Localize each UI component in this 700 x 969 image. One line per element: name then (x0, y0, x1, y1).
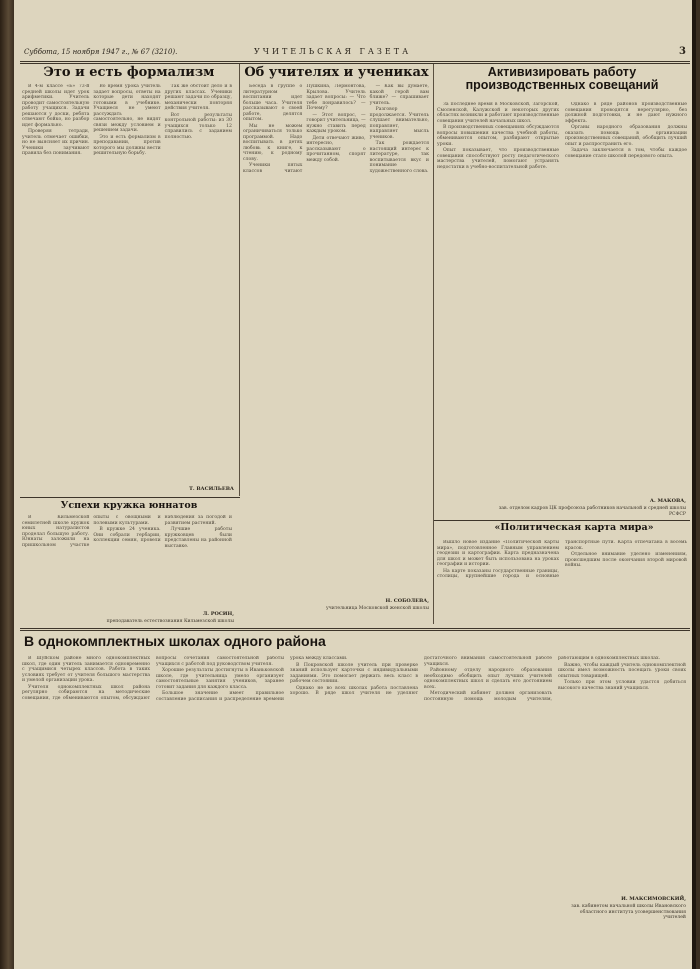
newspaper-name: УЧИТЕЛЬСКАЯ ГАЗЕТА (254, 47, 412, 56)
paragraph: Районному отделу народного образования необходимо обобщить опыт лучших учителей однокомплектных школ и сделать его достоянием всех. (424, 668, 552, 690)
paragraph: Важно, чтобы каждый учитель однокомплектной школы имел возможность посещать уроки своих опытных товарищей. (558, 662, 686, 679)
article-body-formalism (22, 84, 232, 484)
paragraph: В Шуйском районе много однокомплектных школ, где один учитель занимается одновременно с учащимися четырех классов. Работа в таких условиях требует от учителя большого мастерства и умелой организации урока. (22, 656, 150, 683)
paragraph: Хорошие результаты достигнуты в Иваньковской школе, где учительница умело организует самостоятельные занятия учеников, заранее готовит задания для каждого класса. (156, 668, 284, 690)
article-signature-conferences: А. МАКОВА, (649, 498, 686, 504)
paragraph: На карте показаны государственные границы, столицы, крупнейшие города и основные транспортные пути. Карта отпечатана в восемь красок. (437, 540, 687, 579)
paragraph: Вышло новое издание «Политической карты мира», подготовленное Главным управлением геодезии и картографии. Карта предназначена для школ и может быть использована на уроках географии и истории. (437, 540, 559, 567)
article-body-one-teacher-schools (22, 656, 686, 946)
article-body-conferences (437, 102, 687, 497)
section-rule (20, 628, 690, 629)
header-rule-2 (20, 63, 690, 64)
paragraph: В Кильмезской семилетней школе кружок юных натуралистов проделал большую работу. Юннаты заложили на пришкольном участке опыты с овощными и полевыми культурами. (22, 515, 161, 548)
club-rule (20, 497, 240, 498)
article-signature-one-teacher-schools: И. МАКСИМОВСКИЙ, (574, 896, 686, 902)
paragraph: Однако не во всех школах работа поставлена хорошо. В ряде школ учителя не уделяют достаточного внимания самостоятельной работе учащихся. (290, 656, 552, 696)
paragraph: Задача заключается в том, чтобы каждое совещание стало школой передового опыта. (565, 148, 687, 159)
column-rule (433, 64, 434, 624)
paragraph: Лучшие работы кружковцев были представлены на районной выставке. (164, 527, 232, 549)
paragraph: Так рождается настоящий интерес к литературе, так воспитывается вкус и понимание художественного слова. (369, 141, 429, 174)
article-body-club (22, 515, 232, 610)
article-title-conferences: Активизировать работу производственных совещаний (465, 65, 659, 93)
issue-date-line: Суббота, 15 ноября 1947 г., № 67 (3210). (24, 48, 178, 56)
page-number: 3 (679, 46, 686, 57)
paragraph: Учителя однокомплектных школ района регулярно собираются на методические совещания, где обмениваются опытом, обсуждают вопросы сочетания самостоятельной работы учащихся с работой под руководством учителя. (22, 656, 284, 701)
paragraph: Однако в ряде районов производственные совещания проводятся нерегулярно, без должной подготовки, и не дают нужного эффекта. (565, 102, 687, 124)
paragraph: Беседа в группе о литературном воспитании идет больше часа. Учителя рассказывают о своей работе, делятся опытом. (243, 84, 303, 122)
article-signature-teachers: Н. СОБОЛЕВА, (385, 598, 429, 604)
paragraph: Отдельное внимание уделено изменениям, происшедшим после окончания второй мировой войны. (565, 552, 687, 568)
article-signature-club: Л. РОСИН, (202, 611, 234, 617)
section-rule-2 (20, 630, 690, 631)
signature-note-club: преподаватель естествознания Кильмезской школы (106, 619, 234, 624)
paragraph: Только при этом условии удастся добиться высокого качества знаний учащихся. (558, 680, 686, 691)
page-edge (692, 0, 696, 969)
header-rule (20, 61, 690, 62)
book-binding (0, 0, 14, 969)
paragraph: За последнее время в Московской, Загорской, Смоленской, Калужской и некоторых других областях возникли и работают производственные совещания учителей начальных школ. (437, 102, 559, 124)
paragraph: Большое значение имеет правильное составление расписания и распределение времени урока между классами. (156, 656, 348, 702)
paragraph: Это и есть формализм в преподавании, против которого мы должны вести решительную борьбу. (93, 134, 161, 156)
article-body-political-map (437, 540, 687, 628)
newspaper-page (14, 0, 696, 969)
article-title-political-map: «Политическая карта мира» (494, 522, 654, 533)
paragraph: В Покровской школе учитель при проверке знаний использует карточки с индивидуальными заданиями. Это помогает держать весь класс в рабочем состоянии. (290, 662, 418, 684)
article-signature-formalism: Т. ВАСИЛЬЕВА (189, 486, 234, 492)
article-title-one-teacher-schools: В однокомплектных школах одного района (24, 633, 326, 649)
article-title-formalism: Это и есть формализм (43, 65, 215, 80)
paragraph: — Этот вопрос, — говорит учительница, — нужно ставить перед каждым уроком. (306, 112, 366, 134)
paragraph: — Как вы думаете, какой герой вам ближе? — спрашивает учитель. (369, 84, 429, 106)
paragraph: Дети отвечают живо, интересно, рассказывают о прочитанном, спорят между собой. (306, 135, 366, 163)
map-rule (434, 520, 690, 521)
paragraph: В кружке 24 ученика. Они собрали гербарии, коллекции семян, провели наблюдения за погодой и развитием растений. (93, 515, 232, 543)
paragraph: Ученики пятых классов читают Пушкина, Лермонтова, Крылова. Учитель задает вопросы: — Что тебе понравилось? — Почему? (243, 84, 366, 174)
article-body-teachers (243, 84, 429, 594)
paragraph: Разговор продолжается. Учитель слушает внимательно, поправляет, направляет мысль учеников. (369, 107, 429, 140)
paragraph: Органы народного образования должны оказать помощь в организации производственных совещаний, обобщить лучший опыт и распространить его. (565, 125, 687, 147)
column-rule (239, 64, 240, 496)
paragraph: Проверяя тетради, учитель отмечает ошибки, но не выясняет их причин. Ученики заучивают правила без понимания. (22, 129, 90, 156)
paragraph: В 4-м классе «Б» 73-й средней школы идет урок арифметики. Учитель проводит самостоятельную работу учащихся. Задачи решаются у доски, ребята отвечают бойко, но разбор идет формально. (22, 84, 90, 128)
paragraph: Опыт показывает, что производственные совещания способствуют росту педагогического мастерства учителей, помогают устранять недостатки в учебно-воспитательной работе. (437, 148, 559, 170)
signature-note-teachers: учительница Московской женской школы (326, 606, 429, 611)
paragraph: В производственных совещаниях обсуждаются вопросы повышения качества учебной работы, обмениваются опытом, разбирают открытые уроки. (437, 125, 559, 147)
article-title-club: Успехи кружка юннатов (60, 500, 198, 511)
paragraph: Во время урока учитель задает вопросы, ответы на которые дети находят готовыми в учебнике. Учащиеся не умеют рассуждать самостоятельно, не видят связи между условием и решением задачи. (93, 84, 161, 133)
paragraph: Вот результаты контрольной работы: из 30 учащихся только 12 справились с заданием полностью. (164, 112, 232, 140)
article-title-teachers: Об учителях и учениках (244, 65, 429, 80)
paragraph: Мы не можем ограничиваться только программой. Надо воспитывать в детях любовь к книге, к чтению, к родному слову. (243, 123, 303, 162)
paragraph: Так же обстоит дело и в других классах. Ученики решают задачи по образцу, механически повторяя действия учителя. (164, 84, 232, 111)
paragraph: Методический кабинет должен организовать постоянную помощь молодым учителям, работающим в однокомплектных школах. (424, 656, 661, 702)
signature-note-conferences: зав. отделом кадров ЦК профсоюза работников начальной и средней школы РСФСР (498, 506, 686, 517)
page-header (14, 46, 696, 60)
signature-note-one-teacher-schools: зав. кабинетом начальной школы Ивановского областного института усовершенствования учителей (559, 904, 686, 921)
